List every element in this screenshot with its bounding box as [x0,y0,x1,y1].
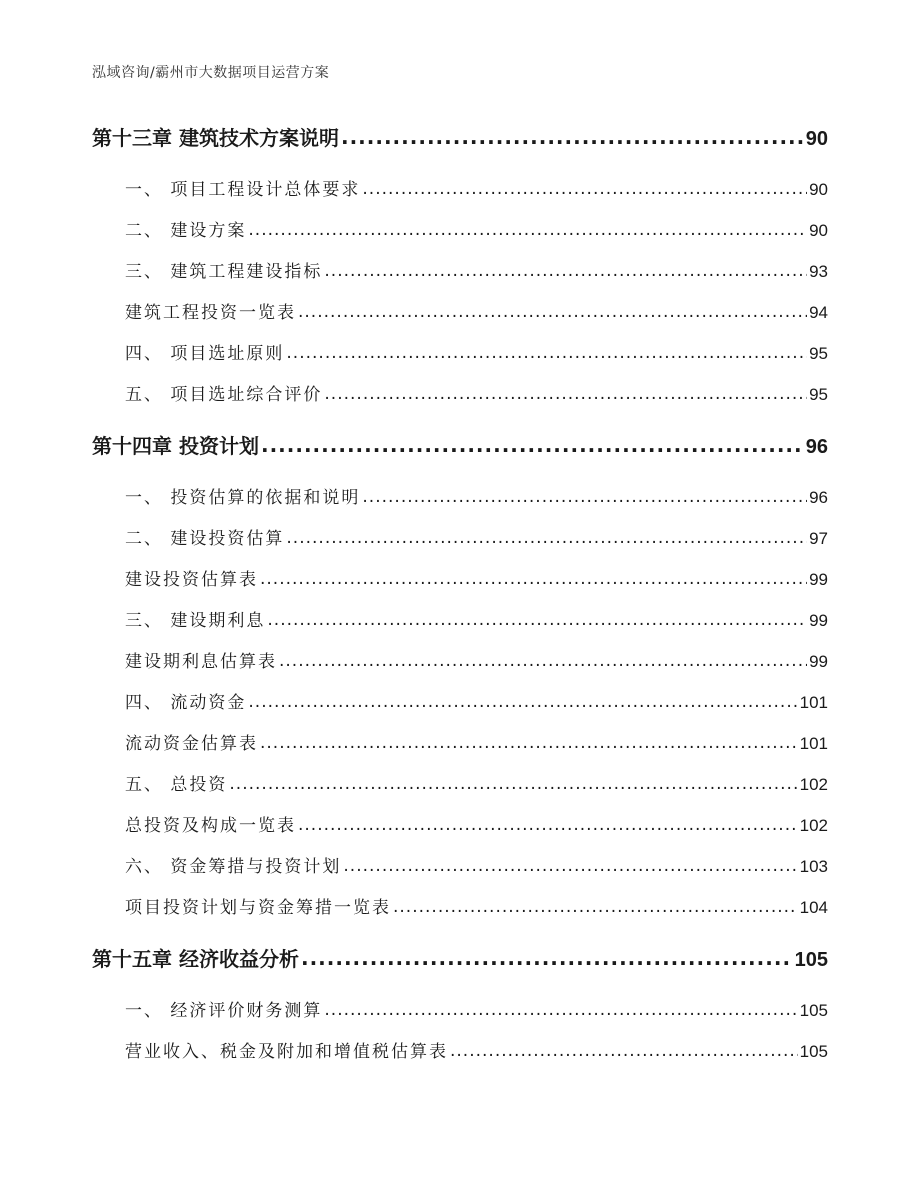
toc-leader-dots [341,125,804,149]
toc-entry-title: 三、 建设期利息 [125,611,266,631]
toc-entry-title: 建设投资估算表 [125,570,258,590]
toc-entry[interactable] [125,1037,828,1062]
toc-page-number: 105 [799,1042,828,1061]
toc-entry-title: 第十三章 建筑技术方案说明 [92,126,339,150]
toc-leader-dots [324,261,807,281]
toc-leader-dots [286,343,807,363]
toc-leader-dots [324,384,807,404]
toc-entry-title: 项目投资计划与资金筹措一览表 [125,898,391,918]
toc-page-number: 97 [809,529,828,548]
toc-page-number: 105 [799,1001,828,1020]
toc-page-number: 95 [809,344,828,363]
toc-entry-title: 四、 流动资金 [125,693,247,713]
toc-leader-dots [260,569,807,589]
toc-leader-dots [393,897,798,917]
toc-entry-title: 三、 建筑工程建设指标 [125,262,323,282]
toc-page-number: 102 [799,816,828,835]
toc-leader-dots [267,610,807,630]
page-header: 泓域咨询/霸州市大数据项目运营方案 [92,65,330,81]
toc-page-number: 94 [809,303,828,322]
toc-page-number: 104 [799,898,828,917]
toc-page-number: 93 [809,262,828,281]
toc-leader-dots [324,1000,797,1020]
toc-entry[interactable] [125,339,828,364]
toc-entry[interactable] [125,298,828,323]
toc-leader-dots [286,528,807,548]
toc-entry[interactable] [125,565,828,590]
toc-entry[interactable] [125,811,828,836]
toc-entry-title: 四、 项目选址原则 [125,344,285,364]
toc-entry[interactable] [125,380,828,405]
toc-entry-title: 一、 项目工程设计总体要求 [125,180,361,200]
toc-entry[interactable] [125,524,828,549]
toc-page-number: 99 [809,611,828,630]
toc-page-number: 90 [809,221,828,240]
toc-page-number: 105 [794,949,828,971]
toc-entry-title: 五、 项目选址综合评价 [125,385,323,405]
toc-entry-title: 六、 资金筹措与投资计划 [125,857,342,877]
toc-page-number: 103 [799,857,828,876]
toc-page-number: 99 [809,652,828,671]
toc-entry[interactable] [125,483,828,508]
toc-leader-dots [301,946,793,970]
toc-entry[interactable] [125,852,828,877]
toc-entry-title: 二、 建设方案 [125,221,247,241]
toc-page-number: 96 [805,436,828,458]
toc-page-number: 101 [799,693,828,712]
toc-entry[interactable] [125,175,828,200]
toc-leader-dots [298,302,807,322]
toc-page-number: 101 [799,734,828,753]
toc-leader-dots [229,774,797,794]
toc-chapter-14[interactable] [92,430,828,459]
toc-entry-title: 第十五章 经济收益分析 [92,947,299,971]
toc-leader-dots [248,220,807,240]
toc-page-number: 95 [809,385,828,404]
toc-page-number: 99 [809,570,828,589]
toc-page-number: 102 [799,775,828,794]
toc-leader-dots [261,433,804,457]
toc-entry[interactable] [125,216,828,241]
toc-entry[interactable] [125,647,828,672]
toc-entry[interactable] [125,770,828,795]
toc-entry[interactable] [125,688,828,713]
toc-entry[interactable] [125,729,828,754]
toc-leader-dots [260,733,798,753]
toc-leader-dots [279,651,807,671]
toc-entry-title: 流动资金估算表 [125,734,258,754]
toc-leader-dots [362,487,807,507]
toc-entry[interactable] [125,996,828,1021]
toc-leader-dots [248,692,797,712]
toc-leader-dots [298,815,798,835]
toc-entry-title: 建设期利息估算表 [125,652,277,672]
toc-entry[interactable] [125,606,828,631]
toc-entry[interactable] [125,893,828,918]
toc-entry-title: 建筑工程投资一览表 [125,303,296,323]
toc-entry-title: 第十四章 投资计划 [92,434,259,458]
toc-leader-dots [343,856,797,876]
toc-entry-title: 总投资及构成一览表 [125,816,296,836]
toc-leader-dots [450,1041,798,1061]
toc-page-number: 90 [805,128,828,150]
toc-page-number: 90 [809,180,828,199]
toc-page-number: 96 [809,488,828,507]
toc-chapter-13[interactable] [92,122,828,151]
toc-entry-title: 二、 建设投资估算 [125,529,285,549]
toc-entry-title: 营业收入、税金及附加和增值税估算表 [125,1042,448,1062]
toc-leader-dots [362,179,807,199]
toc-chapter-15[interactable] [92,943,828,972]
toc-entry-title: 一、 投资估算的依据和说明 [125,488,361,508]
toc-entry-title: 一、 经济评价财务测算 [125,1001,323,1021]
toc-entry[interactable] [125,257,828,282]
toc-entry-title: 五、 总投资 [125,775,228,795]
